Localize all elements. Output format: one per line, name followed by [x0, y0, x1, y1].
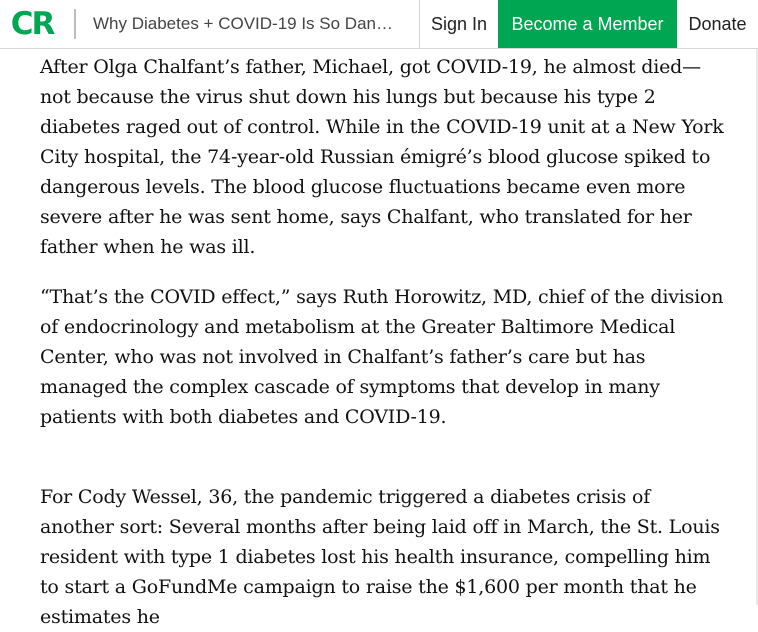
article-paragraph-2: “That’s the COVID effect,” says Ruth Horowitz, MD, chief of the division of endocrinology and metabolism at the Greater Baltimore Medical Center, who was not involved in Chalfant’s father’s care but has managed the complex cascade of symptoms that develop in many patients with both diabetes and COVID-19. — [40, 286, 724, 428]
article-title-area — [76, 0, 419, 48]
consumer-reports-logo[interactable] — [0, 0, 74, 48]
article-paragraph-1: After Olga Chalfant’s father, Michael, got COVID-19, he almost died—not because the virus shut down his lungs but because his type 2 diabetes raged out of control. While in the COVID-19 unit at a New York City hospital, the 74-year-old Russian émigré’s blood glucose spiked to dangerous levels. The blood glucose fluctuations became even more severe after he was sent home, says Chalfant, who translated for her father when he was ill. — [40, 56, 724, 258]
top-navigation-bar — [0, 0, 758, 49]
become-a-member-button[interactable]: Become a Member — [498, 0, 677, 48]
donate-button[interactable]: Donate — [688, 13, 747, 34]
article-title: Why Diabetes + COVID-19 Is So Dan… — [93, 14, 393, 33]
article-paragraph-3: For Cody Wessel, 36, the pandemic triggered a diabetes crisis of another sort: Several months after being laid off in March, the St. Louis resident with type 1 diabetes lost his health insurance, compelling him to start a GoFundMe campaign to raise the $1,600 per month that he estimates he — [40, 486, 720, 628]
article-body — [40, 52, 728, 632]
sign-in-button[interactable]: Sign In — [430, 13, 488, 34]
logo-text: CR — [10, 5, 54, 42]
